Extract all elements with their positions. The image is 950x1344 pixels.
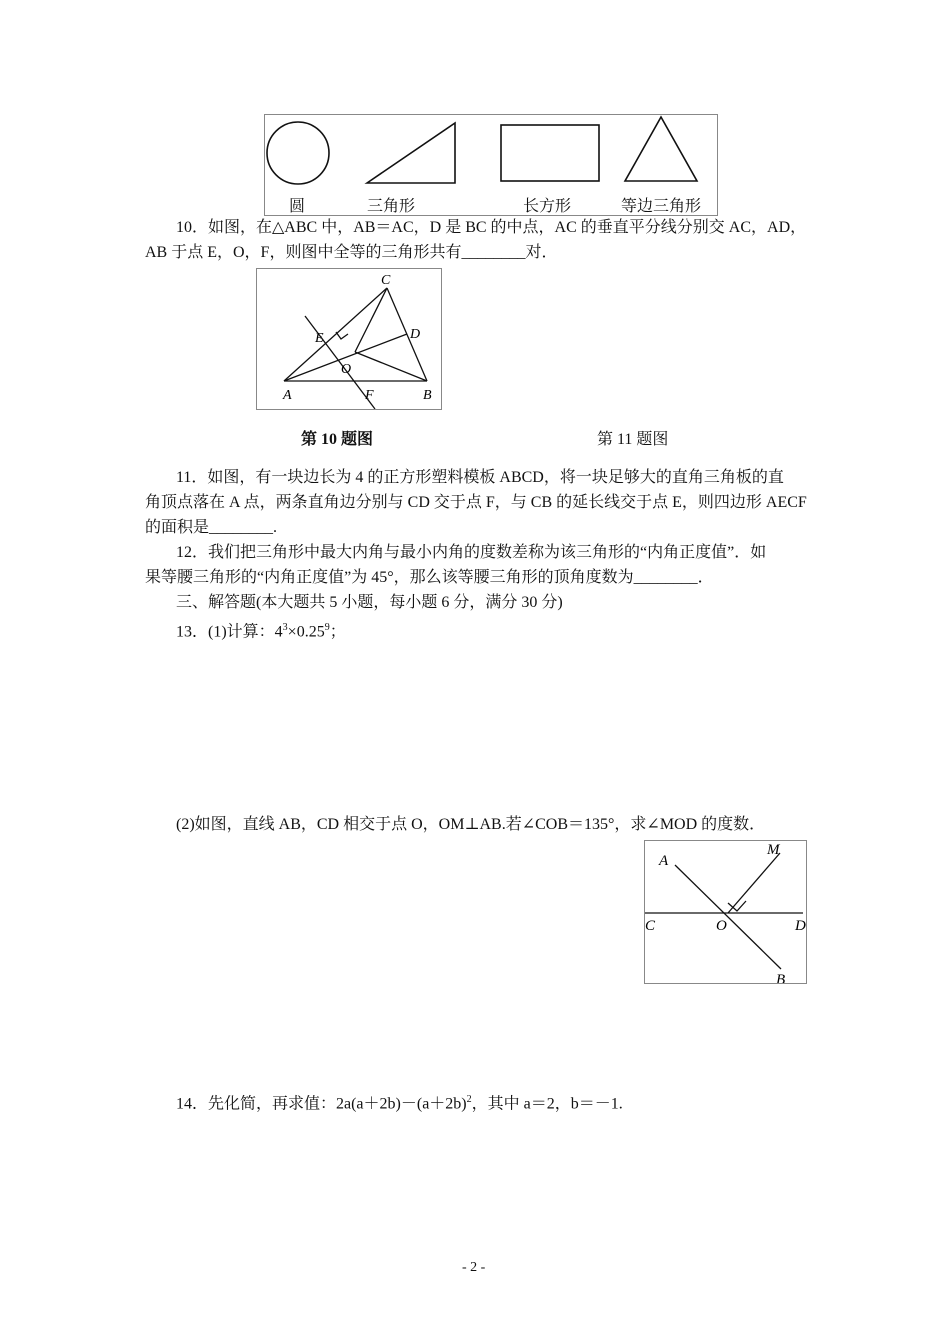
q13-part1-suffix: ； [329,623,346,641]
fig10-label-E: E [315,331,324,346]
shape-label-equilateral-triangle: 等边三角形 [621,198,702,215]
equilateral-triangle-shape [625,117,697,181]
fig10-label-C: C [381,273,391,288]
fig13-label-B: B [776,972,786,983]
fig10-label-A: A [283,388,292,403]
figure-10 [256,268,442,410]
q11-line3: 的面积是________. [145,519,278,536]
q14-prefix: 14．先化简，再求值：2a(a＋2b)－(a＋2b) [176,1095,467,1113]
fig13-label-D: D [795,918,806,934]
figure-10-drawing [257,269,441,409]
q13-part2: (2)如图，直线 AB，CD 相交于点 O，OM⊥AB.若∠COB＝135°，求∠MOD 的度数． [176,816,766,833]
fig13-label-A: A [659,853,669,869]
q11-line1: 11．如图，有一块边长为 4 的正方形塑料模板 ABCD，将一块足够大的直角三角板的直 [176,469,784,486]
fig10-label-O: O [341,362,352,377]
shape-label-circle: 圆 [289,198,306,215]
q10-line2: AB 于点 E，O，F，则图中全等的三角形共有________对． [145,244,558,261]
figure-13-drawing [645,841,806,983]
figure-13 [644,840,807,984]
q14-suffix: ，其中 a＝2，b＝－1. [471,1095,623,1113]
q14 [176,1088,623,1116]
page-number: - 2 - [462,1260,486,1275]
q11-line2: 角顶点落在 A 点，两条直角边分别与 CD 交于点 F，与 CB 的延长线交于点 E，则四边形 AECF [145,494,807,511]
circle-shape [267,122,329,184]
q14-exp: 2 [466,1094,472,1105]
shapes-figure [264,114,718,216]
rectangle-shape [501,125,599,181]
q13-exp2: 9 [324,622,330,633]
fig13-label-O: O [716,918,727,934]
caption-fig11: 第 11 题图 [597,431,669,448]
shape-label-triangle: 三角形 [367,198,416,215]
q12-line1: 12．我们把三角形中最大内角与最小内角的度数差称为该三角形的“内角正度值”．如 [176,544,767,561]
fig13-label-M: M [767,842,780,858]
caption-fig10: 第 10 题图 [301,431,374,448]
fig13-label-C: C [645,918,656,934]
q12-line2: 果等腰三角形的“内角正度值”为 45°，那么该等腰三角形的顶角度数为________． [145,569,714,586]
q10-line1: 10．如图，在△ABC 中，AB＝AC，D 是 BC 的中点，AC 的垂直平分线分别交 AC，AD， [176,219,807,236]
fig10-label-D: D [410,327,421,342]
right-triangle-shape [367,123,455,183]
fig10-label-F: F [365,388,374,403]
q13-part1 [176,616,346,644]
q13-part1-prefix: 13．(1)计算：4 [176,623,283,641]
q13-exp1: 3 [282,622,288,633]
fig10-label-B: B [423,388,432,403]
section-3-heading: 三、解答题(本大题共 5 小题，每小题 6 分，满分 30 分) [176,594,563,611]
q13-part1-mid: ×0.25 [287,623,325,641]
shape-label-rectangle: 长方形 [523,198,572,215]
